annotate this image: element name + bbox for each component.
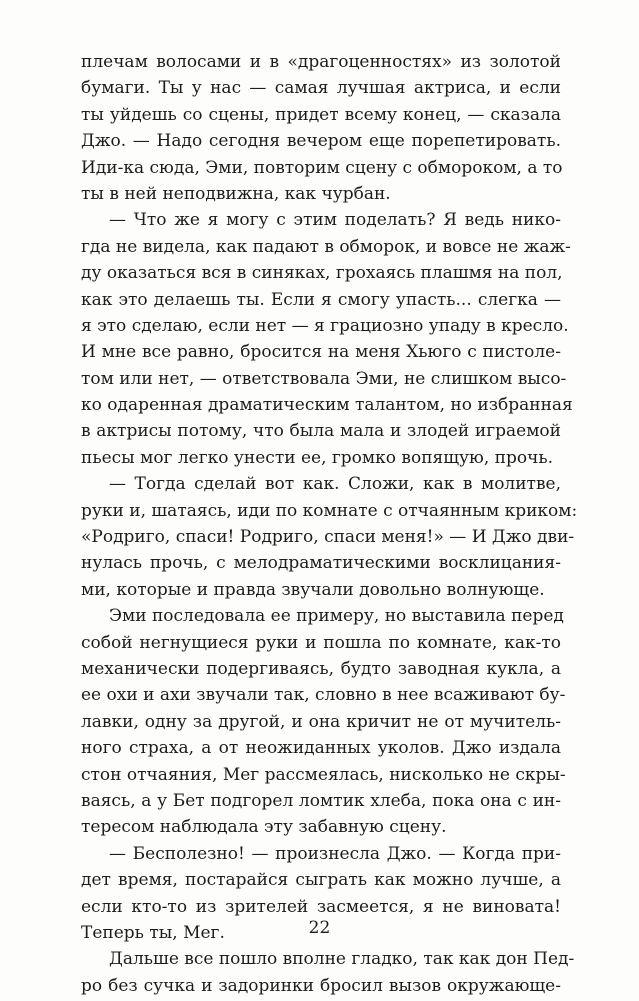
text-line: Теперь ты, Мег. <box>81 922 225 943</box>
text-line: лавки, одну за другой, и она кричит не от мучитель- <box>81 711 561 732</box>
text-line: механически подергиваясь, будто заводная кукла, а <box>81 658 561 679</box>
text-line: ты уйдешь со сцены, придет всему конец, — сказала <box>81 104 561 125</box>
text-line: Иди-ка сюда, Эми, повторим сцену с обмороком, а то <box>81 157 563 178</box>
text-line: ваясь, а у Бет подгорел ломтик хлеба, пока она с ин- <box>81 790 561 811</box>
text-line: нулась прочь, с мелодраматическими восклицания- <box>81 553 561 574</box>
text-line: ного страха, а от неожиданных уколов. Джо издала <box>81 738 561 759</box>
text-line: том или нет, — ответствовала Эми, не слишком высо- <box>81 368 567 389</box>
text-line: собой негнущиеся руки и пошла по комнате, как-то <box>81 632 561 653</box>
text-line: плечам волосами и в «драгоценностях» из золотой <box>81 52 561 72</box>
text-line: я это сделаю, если нет — я грациозно упаду в кресло. <box>81 315 569 336</box>
text-line: как это делаешь ты. Если я смогу упасть... слегка — <box>81 289 561 310</box>
text-line: Джо. — Надо сегодня вечером еще порепетировать. <box>81 131 561 152</box>
text-line: Дальше все пошло вполне гладко, так как дон Пед- <box>109 949 575 970</box>
text-line: — Бесполезно! — произнесла Джо. — Когда при- <box>109 843 561 864</box>
text-line: ко одаренная драматическим талантом, но избранная <box>81 395 573 416</box>
text-line: ро без сучка и задоринки бросил вызов окружающе- <box>81 975 561 996</box>
text-line: «Родриго, спаси! Родриго, спаси меня!» — И Джо дви- <box>81 527 575 548</box>
text-line: ее охи и ахи звучали так, словно в нее всаживают бу- <box>81 685 566 706</box>
text-line: ми, которые и правда звучали довольно волнующе. <box>81 579 545 600</box>
text-line: если кто-то из зрителей засмеется, я не виновата! <box>81 896 561 917</box>
text-line: — Тогда сделай вот как. Сложи, как в молитве, <box>109 474 561 495</box>
page-number: 22 <box>308 918 331 938</box>
text-line: бумаги. Ты у нас — самая лучшая актриса, и если <box>81 78 561 99</box>
text-line: руки и, шатаясь, иди по комнате с отчаянным криком: <box>81 500 578 521</box>
text-line: — Что же я могу с этим поделать? Я ведь нико- <box>109 210 561 231</box>
text-line: И мне все равно, бросится на меня Хьюго с пистоле- <box>81 342 561 363</box>
text-line: гда не видела, как падают в обморок, и вовсе не жаж- <box>81 236 571 257</box>
text-line: Эми последовала ее примеру, но выставила перед <box>109 606 564 627</box>
text-line: стон отчаяния, Мег рассмеялась, нисколько не скры- <box>81 764 566 785</box>
text-line: дет время, постарайся сыграть как можно лучше, а <box>81 870 561 891</box>
text-line: пьесы мог легко унести ее, громко вопящую, прочь. <box>81 447 554 468</box>
body-text <box>81 49 578 999</box>
text-line: ду оказаться вся в синяках, грохаясь плашмя на пол, <box>81 263 563 284</box>
text-line: ты в ней неподвижна, как чурбан. <box>81 183 391 204</box>
text-line: тересом наблюдала эту забавную сцену. <box>81 817 447 838</box>
text-line: в актрисы потому, что была мала и злодей играемой <box>81 421 561 442</box>
